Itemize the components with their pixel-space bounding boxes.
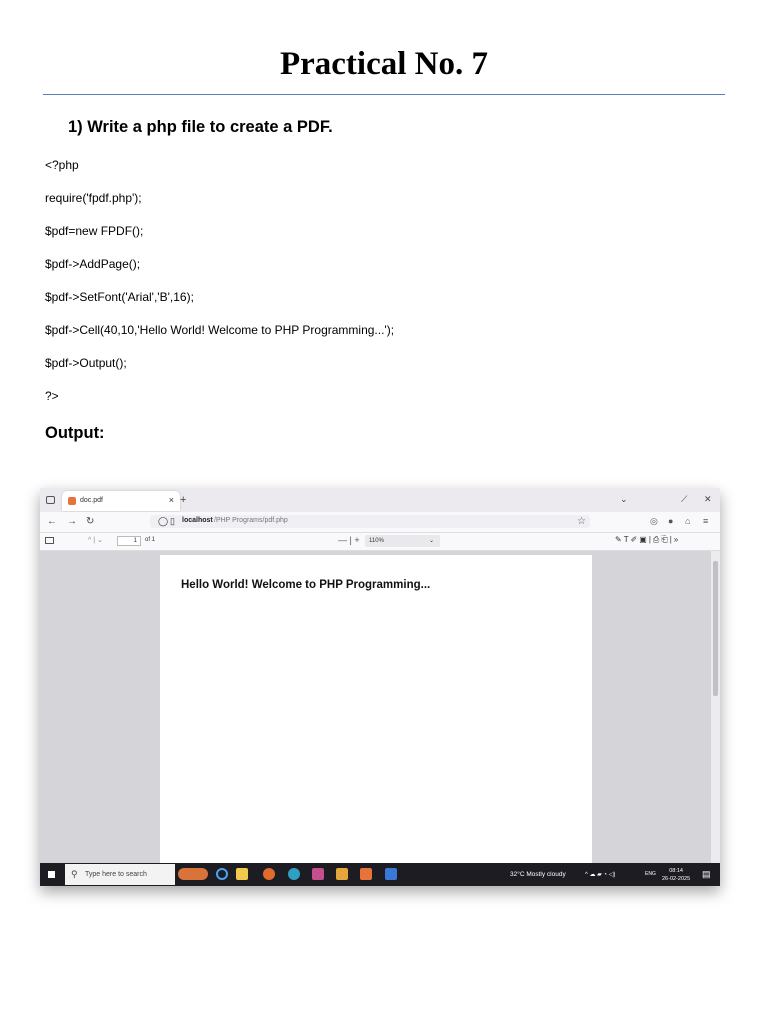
pdf-app-icon[interactable]	[360, 868, 372, 880]
sidebar-toggle-icon[interactable]	[45, 537, 54, 544]
close-window-icon[interactable]: ✕	[704, 494, 712, 504]
code-line: $pdf->AddPage();	[45, 257, 141, 271]
account-icon[interactable]: ●	[668, 516, 674, 526]
code-line: $pdf->Output();	[45, 356, 127, 370]
browser-screenshot	[40, 488, 720, 886]
menu-icon[interactable]: ≡	[703, 516, 709, 526]
tab-bar	[40, 488, 720, 512]
search-placeholder: Type here to search	[85, 871, 147, 878]
system-tray-icons[interactable]: ^ ☁ ▰ ◔ ◁)	[585, 872, 616, 878]
shield-icon: ◯	[158, 516, 169, 526]
zoom-controls[interactable]: — | +	[338, 535, 360, 545]
firefox-icon[interactable]	[263, 868, 275, 880]
pdf-page	[160, 555, 592, 863]
zoom-select[interactable]	[365, 535, 440, 547]
notification-icon[interactable]: ▤	[702, 869, 711, 879]
page-icon: ▯	[170, 516, 175, 526]
word-icon[interactable]	[385, 868, 397, 880]
edge-icon[interactable]	[288, 868, 300, 880]
decoration-icon	[178, 868, 208, 880]
close-tab-icon[interactable]: ×	[168, 495, 174, 505]
xampp-icon[interactable]	[336, 868, 348, 880]
code-line: <?php	[45, 158, 79, 172]
tab-list-icon[interactable]	[46, 496, 55, 504]
pdf-toolbar	[40, 533, 720, 551]
url-host: localhost	[182, 517, 213, 524]
restore-icon[interactable]: ⟋	[681, 494, 688, 504]
app-icon[interactable]	[312, 868, 324, 880]
address-bar[interactable]	[150, 515, 590, 528]
clock[interactable]	[662, 867, 690, 883]
code-line: require('fpdf.php');	[45, 191, 142, 205]
tab-doc-pdf[interactable]	[62, 491, 180, 511]
clock-time: 08:14	[669, 868, 683, 874]
pocket-icon[interactable]: ◎	[650, 516, 658, 526]
pdf-icon	[68, 497, 76, 505]
back-icon[interactable]: ←	[47, 516, 57, 527]
tab-title: doc.pdf	[80, 497, 103, 504]
pdf-text: Hello World! Welcome to PHP Programming...	[181, 579, 431, 591]
new-tab-button[interactable]: +	[180, 494, 187, 506]
cortana-icon[interactable]	[216, 868, 228, 880]
page-title: Practical No. 7	[279, 46, 488, 82]
chevron-down-icon: ⌄	[428, 538, 434, 544]
question-heading: 1) Write a php file to create a PDF.	[68, 118, 333, 136]
page-nav-arrows[interactable]: ^ | ⌄	[88, 537, 103, 544]
forward-icon[interactable]: →	[67, 516, 77, 527]
pdf-tools[interactable]: ✎T✐▣|⎙⎗|»	[615, 535, 681, 544]
clock-date: 26-02-2025	[662, 876, 691, 882]
reload-icon[interactable]: ↻	[86, 516, 95, 527]
navigation-bar	[40, 512, 720, 533]
file-explorer-icon[interactable]	[236, 868, 248, 880]
code-line: $pdf->SetFont('Arial','B',16);	[45, 290, 194, 304]
scrollbar-thumb[interactable]	[713, 561, 718, 696]
bookmark-star-icon[interactable]: ☆	[577, 516, 586, 527]
zoom-value: 110%	[369, 538, 384, 544]
extensions-icon[interactable]: ⌂	[685, 516, 691, 526]
taskbar	[40, 863, 720, 886]
scrollbar[interactable]	[711, 551, 720, 863]
taskbar-search[interactable]	[65, 864, 175, 885]
weather-widget[interactable]: 32°C Mostly cloudy	[510, 871, 566, 878]
windows-start-icon[interactable]	[48, 871, 55, 878]
search-icon: ⚲	[71, 869, 78, 879]
code-line: $pdf=new FPDF();	[45, 224, 144, 238]
code-line: ?>	[45, 389, 59, 403]
page-count: of 1	[145, 537, 156, 543]
pdf-viewer	[40, 551, 720, 863]
page-number-input[interactable]: 1	[117, 536, 141, 546]
chevron-down-icon[interactable]: ⌄	[620, 494, 628, 504]
language-indicator[interactable]: ENG	[645, 871, 656, 877]
code-line: $pdf->Cell(40,10,'Hello World! Welcome to PHP Programming...');	[45, 323, 395, 337]
url-path: /PHP Programs/pdf.php	[214, 517, 288, 524]
output-heading: Output:	[45, 424, 105, 442]
title-divider	[43, 94, 725, 95]
